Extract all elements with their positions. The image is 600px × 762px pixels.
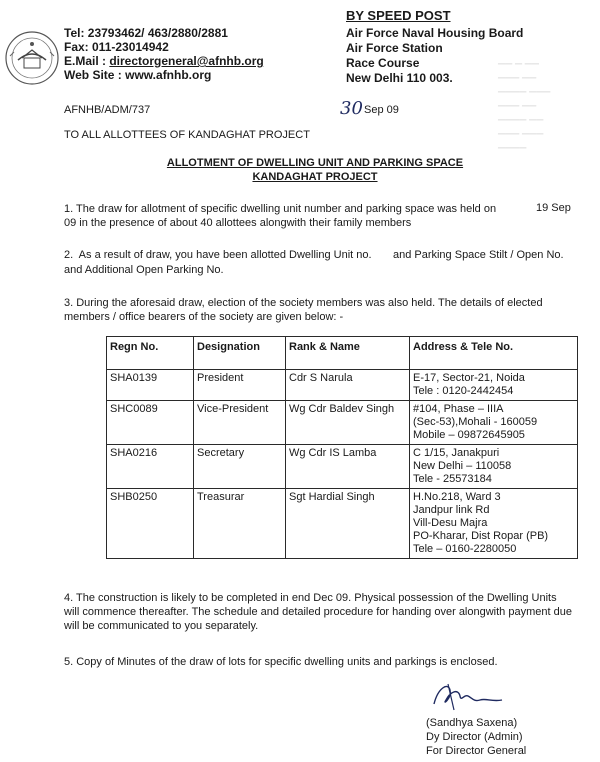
regn-cell: SHA0216 [107,445,194,489]
regn-cell: SHC0089 [107,401,194,445]
table-row [107,489,578,559]
address-line: (Sec-53),Mohali - 160059 [413,416,538,428]
paragraph-2-line-1: 2. As a result of draw, you have been allotted Dwelling Unit no. and Parking Space Stilt / Open No. [64,249,564,261]
subject [120,156,510,184]
fax: Fax: 011-23014942 [64,40,169,54]
website-link[interactable]: www.afnhb.org [125,68,212,82]
address-line: Jandpur link Rd [413,504,490,516]
column-header: Rank & Name [286,337,410,370]
reference-number: AFNHB/ADM/737 [64,104,151,116]
paragraph-5: 5. Copy of Minutes of the draw of lots for specific dwelling units and parkings is enclosed. [64,656,498,668]
regn-cell: SHB0250 [107,489,194,559]
address-line: New Delhi 110 003. [346,71,453,85]
table-row [107,401,578,445]
paragraph-1-date: 19 Sep [536,202,571,214]
delivery-mode: BY SPEED POST [346,8,451,23]
subject-line-1: ALLOTMENT OF DWELLING UNIT AND PARKING SPACE [166,157,464,169]
date-month: Sep 09 [364,104,399,116]
name-cell: Sgt Hardial Singh [286,489,410,559]
designation-cell: Treasurar [194,489,286,559]
paragraph-4: 4. The construction is likely to be completed in end Dec 09. Physical possession of the Dwelling Units will commence thereafter. The schedule and detailed procedure for handing over alongwith payment due will be communicated to you separately. [64,592,572,632]
name-cell: Wg Cdr IS Lamba [286,445,410,489]
contact-block [64,26,264,82]
address-line: Vill-Desu Majra [413,517,488,529]
name-cell: Wg Cdr Baldev Singh [286,401,410,445]
address-cell [410,445,578,489]
paragraph-1-line-2: 09 in the presence of about 40 allottees alongwith their family members [64,217,412,229]
column-header: Designation [194,337,286,370]
address-line: New Delhi – 110058 [413,460,512,472]
address-line: PO-Kharar, Dist Ropar (PB) [413,530,549,542]
bleed-through-marks: ── ─ ── ─── ── ──── ─── ─── ── ──── ── ─── ─── ──── [498,59,551,154]
email-link[interactable]: directorgeneral@afnhb.org [109,54,264,68]
name-cell: Cdr S Narula [286,370,410,401]
paragraph-3: 3. During the aforesaid draw, election of the society members was also held. The details of elected members / office bearers of the society are given below: - [64,297,543,323]
email-label: E.Mail : [64,54,110,68]
address-line: C 1/15, Janakpuri [413,447,500,459]
telephone: Tel: 23793462/ 463/2880/2881 [64,26,228,40]
sender-address [346,26,523,86]
office-bearers-table [106,336,578,559]
addressee: TO ALL ALLOTTEES OF KANDAGHAT PROJECT [64,129,310,141]
signatory-for: For Director General [426,745,527,757]
designation-cell: Vice-President [194,401,286,445]
address-line: Tele - 25573184 [413,473,492,485]
column-header: Regn No. [107,337,194,370]
designation-cell: President [194,370,286,401]
address-line: Tele : 0120-2442454 [413,385,514,397]
paragraph-1-line-1: 1. The draw for allotment of specific dwelling unit number and parking space was held on [64,203,497,215]
handwritten-date: 30 [340,98,363,119]
address-line: Mobile – 09872645905 [413,429,525,441]
signature-block [426,716,526,758]
designation-cell: Secretary [194,445,286,489]
handwritten-signature-icon [428,680,508,714]
website-line [64,68,264,82]
address-line: Tele – 0160-2280050 [413,543,517,555]
address-cell [410,489,578,559]
paragraph-2-line-2: and Additional Open Parking No. [64,264,224,276]
table-header-row [107,337,578,370]
address-line: #104, Phase – IIIA [413,403,504,415]
afnhb-emblem-icon [4,30,60,86]
table-row [107,370,578,401]
address-cell [410,401,578,445]
address-line: H.No.218, Ward 3 [413,491,501,503]
address-line: Race Course [346,56,420,70]
column-header: Address & Tele No. [410,337,578,370]
signatory-designation: Dy Director (Admin) [426,731,523,743]
email-line [64,54,264,68]
address-line: E-17, Sector-21, Noida [413,372,525,384]
address-line: Air Force Naval Housing Board [346,26,524,40]
website-label: Web Site : [64,68,126,82]
address-line: Air Force Station [346,41,443,55]
signatory-name: (Sandhya Saxena) [426,717,518,729]
table-row [107,445,578,489]
subject-line-2: KANDAGHAT PROJECT [252,171,378,183]
regn-cell: SHA0139 [107,370,194,401]
address-cell [410,370,578,401]
